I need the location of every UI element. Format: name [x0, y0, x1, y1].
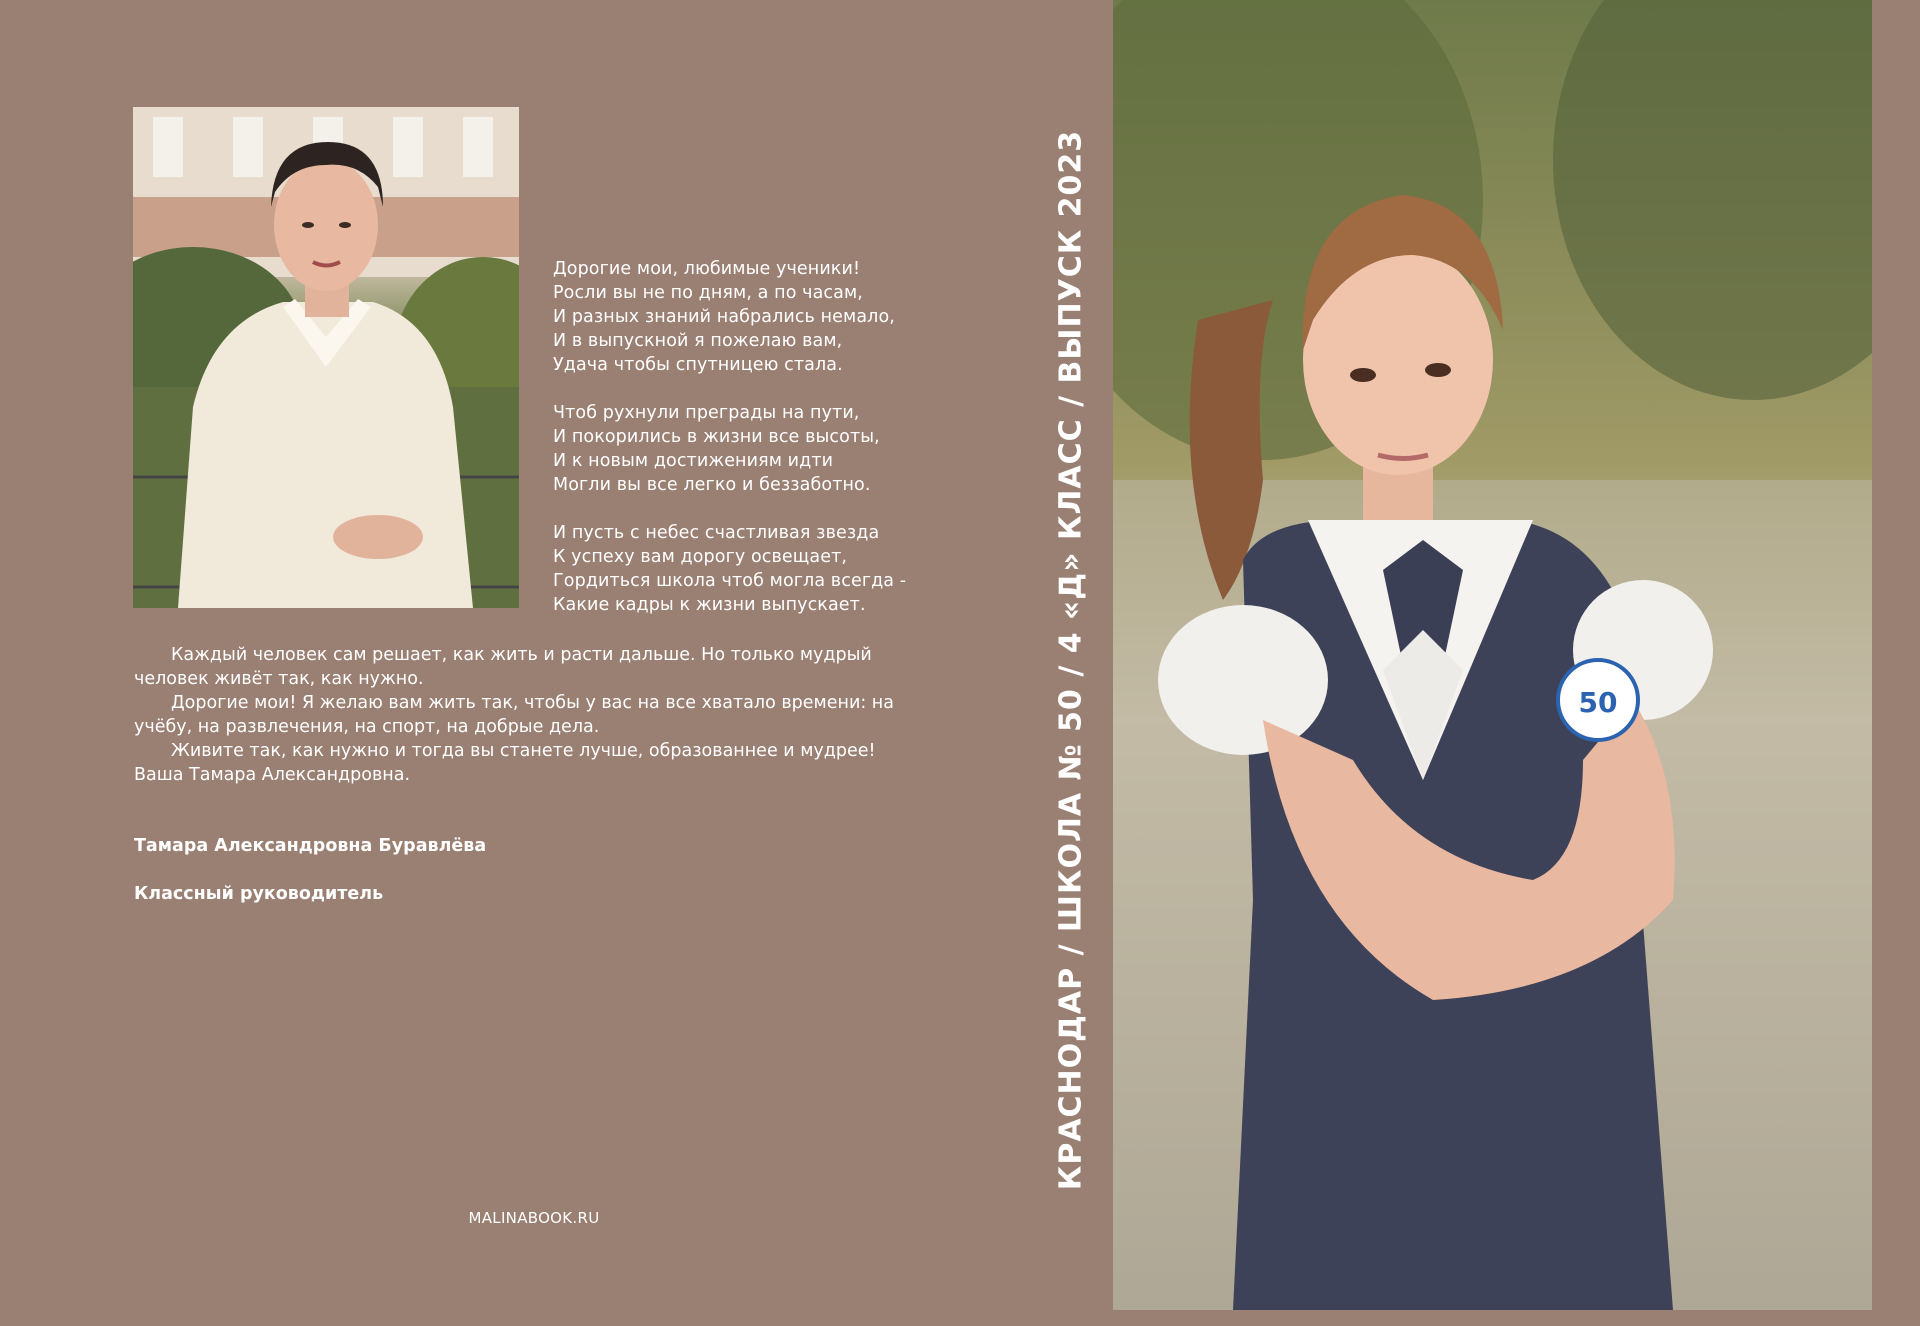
teacher-photo — [133, 107, 519, 608]
book-spine — [1030, 0, 1112, 1326]
spine-title: КРАСНОДАР / ШКОЛА № 50 / 4 «Д» КЛАСС / ВЫПУСК 2023 — [1053, 129, 1089, 1191]
poem-line: И разных знаний набрались немало, — [553, 307, 895, 327]
poem — [553, 257, 933, 641]
poem-line: Росли вы не по дням, а по часам, — [553, 283, 863, 303]
student-photo — [1113, 0, 1872, 1310]
poem-line: И пусть с небес счастливая звезда — [553, 523, 880, 543]
poem-line: И в выпускной я пожелаю вам, — [553, 331, 843, 351]
poem-line: К успеху вам дорогу освещает, — [553, 547, 848, 567]
teacher-role: Классный руководитель — [134, 884, 384, 904]
farewell-message — [134, 643, 914, 787]
poem-stanza — [553, 521, 933, 617]
message-paragraph: Дорогие мои! Я желаю вам жить так, чтобы у вас на все хватало времени: на учёбу, на развлечения, на спорт, на добрые дела. — [134, 693, 894, 737]
teacher-name: Тамара Александровна Буравлёва — [134, 836, 487, 856]
poem-stanza — [553, 401, 933, 497]
poem-line: Могли вы все легко и беззаботно. — [553, 475, 871, 495]
poem-stanza — [553, 257, 933, 377]
poem-line: И покорились в жизни все высоты, — [553, 427, 880, 447]
poem-line: Удача чтобы спутницею стала. — [553, 355, 843, 375]
message-closing: Ваша Тамара Александровна. — [134, 765, 411, 785]
site-url: MALINABOOK.RU — [468, 1209, 600, 1227]
poem-line: Гордиться школа чтоб могла всегда - — [553, 571, 907, 591]
poem-line: И к новым достижениям идти — [553, 451, 834, 471]
message-paragraph: Каждый человек сам решает, как жить и расти дальше. Но только мудрый человек живёт так, как нужно. — [134, 645, 872, 689]
message-paragraph: Живите так, как нужно и тогда вы станете лучше, образованнее и мудрее! — [171, 741, 876, 761]
poem-line: Чтоб рухнули преграды на пути, — [553, 403, 860, 423]
poem-line: Дорогие мои, любимые ученики! — [553, 259, 861, 279]
poem-line: Какие кадры к жизни выпускает. — [553, 595, 866, 615]
badge-number: 50 — [1578, 686, 1618, 719]
